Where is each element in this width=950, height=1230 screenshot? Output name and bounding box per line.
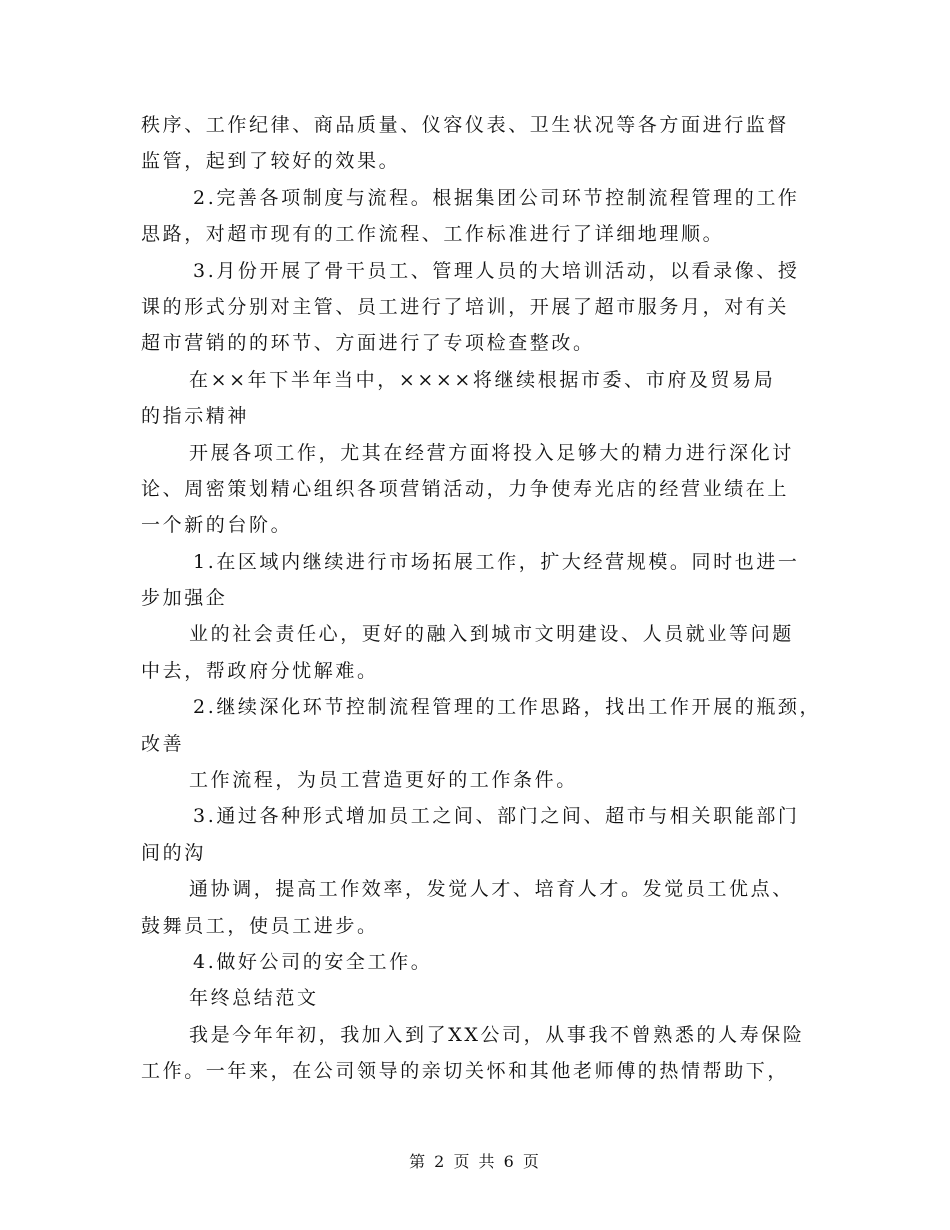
text-line: 的指示精神 <box>141 405 250 428</box>
text-line: 鼓舞员工，使员工进步。 <box>141 914 379 937</box>
text-line: 2.完善各项制度与流程。根据集团公司环节控制流程管理的工作 <box>193 186 800 209</box>
text-line: 一个新的台阶。 <box>141 514 293 537</box>
text-line: 步加强企 <box>141 587 228 610</box>
text-line: 论、周密策划精心组织各项营销活动，力争使寿光店的经营业绩在上 <box>141 477 790 500</box>
text-line: 3.月份开展了骨干员工、管理人员的大培训活动，以看录像、授 <box>193 259 800 282</box>
text-line: 通协调，提高工作效率，发觉人才、培育人才。发觉员工优点、 <box>189 878 794 901</box>
text-line: 3.通过各种形式增加员工之间、部门之间、超市与相关职能部门 <box>193 805 800 828</box>
text-line: 1.在区域内继续进行市场拓展工作，扩大经营规模。同时也进一 <box>193 550 800 573</box>
page-footer: 第 2 页 共 6 页 <box>409 1152 541 1171</box>
text-line: 间的沟 <box>141 841 206 864</box>
text-line: 工作流程，为员工营造更好的工作条件。 <box>189 769 578 792</box>
text-line: 课的形式分别对主管、员工进行了培训，开展了超市服务月，对有关 <box>141 295 790 318</box>
text-line: 思路，对超市现有的工作流程、工作标准进行了详细地理顺。 <box>141 223 725 246</box>
text-line: 改善 <box>141 732 185 755</box>
text-line: 中去，帮政府分忧解难。 <box>141 659 379 682</box>
text-line: 年终总结范文 <box>189 987 319 1010</box>
document-body <box>141 107 821 1090</box>
text-line: 2.继续深化环节控制流程管理的工作思路，找出工作开展的瓶颈， <box>193 696 822 719</box>
text-line: 我是今年年初，我加入到了XX公司，从事我不曾熟悉的人寿保险 <box>189 1023 805 1046</box>
text-line: 秩序、工作纪律、商品质量、仪容仪表、卫生状况等各方面进行监督 <box>141 114 790 136</box>
text-line: 超市营销的的环节、方面进行了专项检查整改。 <box>141 332 595 355</box>
text-line: 4.做好公司的安全工作。 <box>193 950 433 973</box>
text-line: 工作。一年来，在公司领导的亲切关怀和其他老师傅的热情帮助下， <box>141 1060 790 1083</box>
text-line: 监管，起到了较好的效果。 <box>141 150 401 173</box>
text-line: 在××年下半年当中，××××将继续根据市委、市府及贸易局 <box>189 368 776 391</box>
text-line: 开展各项工作，尤其在经营方面将投入足够大的精力进行深化讨 <box>189 441 794 464</box>
text-line: 业的社会责任心，更好的融入到城市文明建设、人员就业等问题 <box>189 623 794 646</box>
